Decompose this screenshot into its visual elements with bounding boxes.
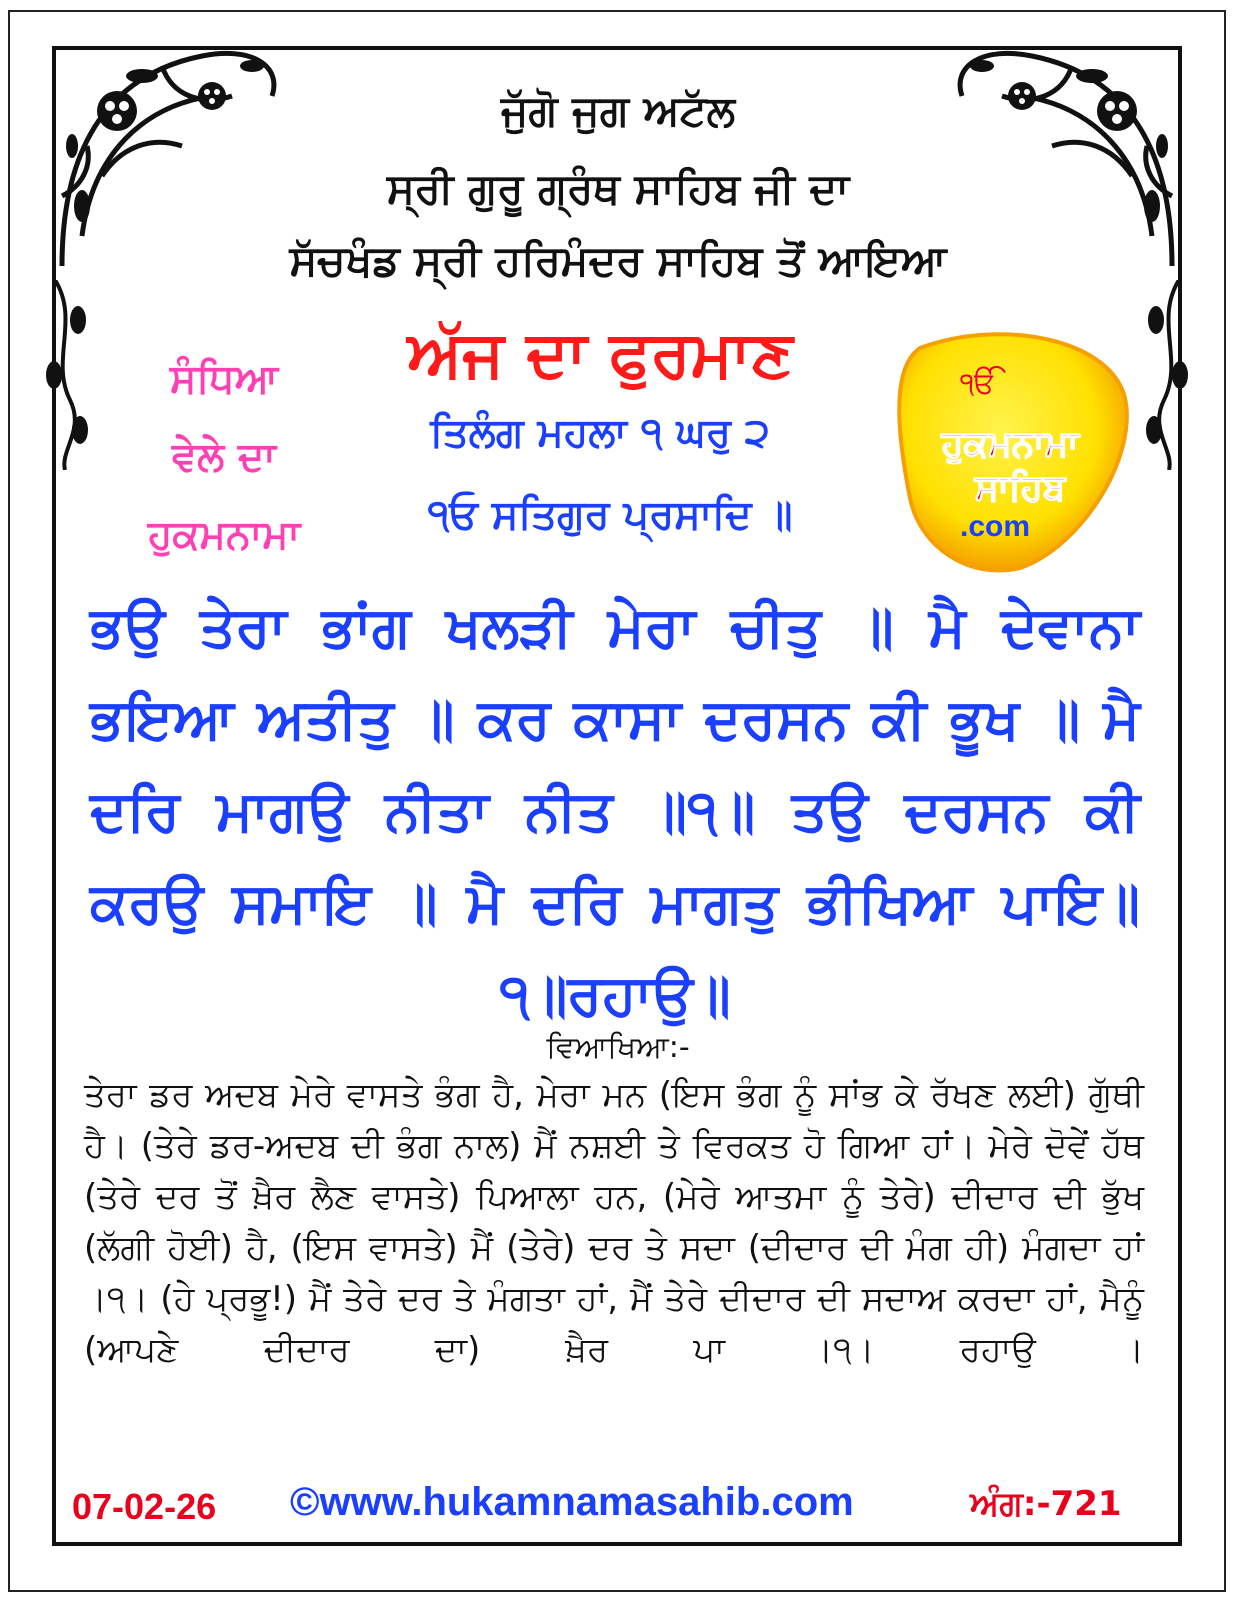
footer-date: 07-02-26 [72, 1486, 217, 1527]
footer-ang: ਅੰਗ:-721 [970, 1484, 1122, 1524]
side-ornament-left [40, 280, 100, 470]
page-title: ਅੱਜ ਦਾ ਫੁਰਮਾਣ [407, 318, 793, 392]
ik-onkar-glyph: ੴ [960, 366, 997, 401]
sandhya-label [104, 340, 344, 574]
shabad-text: ਭਉ ਤੇਰਾ ਭਾਂਗ ਖਲੜੀ ਮੇਰਾ ਚੀਤੁ ॥ ਮੈ ਦੇਵਾਨਾ ਭਇਆ ਅਤੀਤੁ ॥ ਕਰ ਕਾਸਾ ਦਰਸਨ ਕੀ ਭੂਖ ॥ ਮੈ ਦਰਿ ਮਾਗਉ ਨੀਤਾ ਨੀਤ ॥੧॥ ਤਉ ਦਰਸਨ ਕੀ ਕਰਉ ਸਮਾਇ ॥ ਮੈ ਦਰਿ ਮਾਗਤੁ ਭੀਖਿਆ ਪਾਇ॥੧॥ਰਹਾਉ॥ [90, 595, 1140, 1028]
footer-website[interactable]: ©www.hukamnamasahib.com [290, 1480, 854, 1524]
header-line-2: ਸ੍ਰੀ ਗੁਰੂ ਗ੍ਰੰਥ ਸਾਹਿਬ ਜੀ ਦਾ [386, 164, 850, 213]
vyakhya-heading: ਵਿਆਖਿਆ:- [546, 1030, 690, 1065]
sandhya-line-1: ਸੰਧਿਆ [169, 356, 279, 402]
raag-heading: ਤਿਲੰਗ ਮਹਲਾ ੧ ਘਰੁ ੨ [430, 410, 770, 456]
logo-text-2: ਸਾਹਿਬ [974, 468, 1066, 509]
header-line-3: ਸੱਚਖੰਡ ਸ੍ਰੀ ਹਰਿਮੰਦਰ ਸਾਹਿਬ ਤੋਂ ਆਇਆ [289, 236, 947, 285]
sandhya-line-2: ਵੇਲੇ ਦਾ [172, 434, 276, 480]
vyakhya-text: ਤੇਰਾ ਡਰ ਅਦਬ ਮੇਰੇ ਵਾਸਤੇ ਭੰਗ ਹੈ, ਮੇਰਾ ਮਨ (ਇਸ ਭੰਗ ਨੂੰ ਸਾਂਭ ਕੇ ਰੱਖਣ ਲਈ) ਗੁੱਥੀ ਹੈ। (ਤੇਰੇ ਡਰ-ਅਦਬ ਦੀ ਭੰਗ ਨਾਲ) ਮੈਂ ਨਸ਼ਈ ਤੇ ਵਿਰਕਤ ਹੋ ਗਿਆ ਹਾਂ। ਮੇਰੇ ਦੋਵੇਂ ਹੱਥ (ਤੇਰੇ ਦਰ ਤੋਂ ਖ਼ੈਰ ਲੈਣ ਵਾਸਤੇ) ਪਿਆਲਾ ਹਨ, (ਮੇਰੇ ਆਤਮਾ ਨੂੰ ਤੇਰੇ) ਦੀਦਾਰ ਦੀ ਭੁੱਖ (ਲੱਗੀ ਹੋਈ) ਹੈ, (ਇਸ ਵਾਸਤੇ) ਮੈਂ (ਤੇਰੇ) ਦਰ ਤੇ ਸਦਾ (ਦੀਦਾਰ ਦੀ ਮੰਗ ਹੀ) ਮੰਗਦਾ ਹਾਂ ।੧। (ਹੇ ਪ੍ਰਭੂ!) ਮੈਂ ਤੇਰੇ ਦਰ ਤੇ ਮੰਗਤਾ ਹਾਂ, ਮੈਂ ਤੇਰੇ ਦੀਦਾਰ ਦੀ ਸਦਾਅ ਕਰਦਾ ਹਾਂ, ਮੈਨੂੰ (ਆਪਣੇ ਦੀਦਾਰ ਦਾ) ਖ਼ੈਰ ਪਾ ।੧। ਰਹਾਉ । [84, 1075, 1144, 1370]
header-line-1: ਜੁੱਗੋ ਜੁਗ ਅਟੱਲ [501, 86, 735, 135]
logo-text-1: ਹੁਕਮਨਾਮਾ [941, 424, 1079, 465]
hukamnama-sahib-logo [880, 318, 1140, 578]
side-ornament-right [1134, 280, 1194, 470]
manglacharan: ੧ਓ ਸਤਿਗੁਰ ਪ੍ਰਸਾਦਿ ॥ [427, 492, 793, 538]
sandhya-line-3: ਹੁਕਮਨਾਮਾ [147, 512, 301, 558]
logo-text-3: .com [960, 510, 1031, 543]
